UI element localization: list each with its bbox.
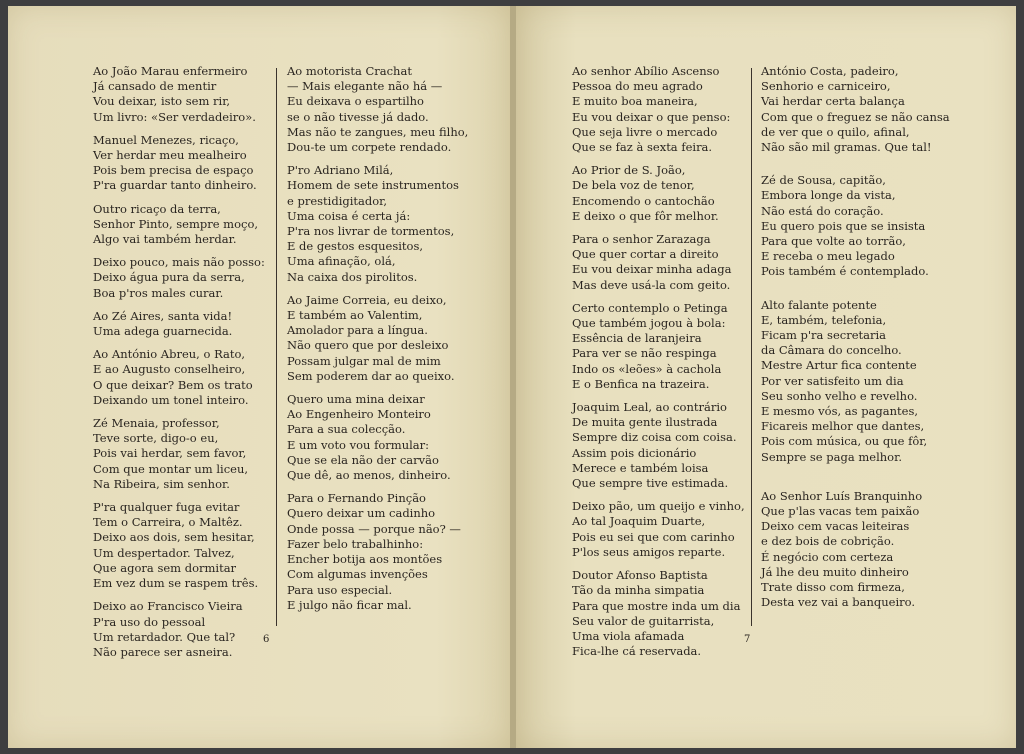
column-divider-right <box>751 68 752 626</box>
verse-line: Trate disso com firmeza, <box>761 580 905 595</box>
verse-line: Eu deixava o espartilho <box>287 94 424 109</box>
verse-line: Que dê, ao menos, dinheiro. <box>287 468 451 483</box>
column-divider-left <box>276 68 277 626</box>
verse-line: Pois bem precisa de espaço <box>93 163 254 178</box>
verse-line: da Câmara do concelho. <box>761 343 902 358</box>
verse-line: Ao senhor Abílio Ascenso <box>572 64 720 78</box>
verse-line: Essência de laranjeira <box>572 331 702 346</box>
verse-line: se o não tivesse já dado. <box>287 109 429 124</box>
verse-line: Que também jogou à bola: <box>572 316 726 331</box>
verse-line: Na Ribeira, sim senhor. <box>93 476 230 491</box>
verse-line: Que agora sem dormitar <box>93 560 237 575</box>
verse-line: O que deixar? Bem os trato <box>93 377 253 392</box>
verse-line: Sempre se paga melhor. <box>761 449 902 464</box>
verse-line: Uma adega guarnecida. <box>93 324 233 339</box>
verse-line: Ao Zé Aires, santa vida! <box>93 308 233 323</box>
verse-line: Com algumas invenções <box>287 567 428 582</box>
stanza <box>93 64 265 125</box>
verse-line: Ficam p'ra secretaria <box>761 328 887 343</box>
stanza <box>572 64 745 155</box>
verse-line: Mestre Artur fica contente <box>761 358 917 373</box>
verse-line: Para o senhor Zarazaga <box>572 232 711 247</box>
stanza <box>93 599 265 660</box>
stanza <box>287 392 468 483</box>
stanza <box>93 255 265 301</box>
verse-line: E ao Augusto conselheiro, <box>93 362 246 377</box>
verse-line: Já cansado de mentir <box>93 79 217 94</box>
verse-line: Outro ricaço da terra, <box>93 201 221 216</box>
stanza <box>572 499 745 560</box>
verse-line: Manuel Menezes, ricaço, <box>93 132 239 147</box>
verse-line: E muito boa maneira, <box>572 94 698 109</box>
verse-line: Ao António Abreu, o Rato, <box>93 347 246 362</box>
stanza <box>93 347 265 408</box>
verse-line: Embora longe da vista, <box>761 188 896 203</box>
stanza <box>93 133 265 194</box>
verse-line: Boa p'ros males curar. <box>93 285 224 300</box>
verse-line: Senhor Pinto, sempre moço, <box>93 216 259 231</box>
verse-line: É negócio com certeza <box>761 549 894 564</box>
verse-line: Deixo água pura da serra, <box>93 270 245 285</box>
verse-line: Desta vez vai a banqueiro. <box>761 595 916 610</box>
verse-line: Sem poderem dar ao queixo. <box>287 368 455 383</box>
verse-line: Deixo aos dois, sem hesitar, <box>93 530 255 545</box>
verse-line: E o Benfica na trazeira. <box>572 376 710 391</box>
verse-line: E também ao Valentim, <box>287 308 423 323</box>
verse-line: P'ra nos livrar de tormentos, <box>287 224 455 239</box>
verse-line: Eu quero pois que se insista <box>761 218 926 233</box>
verse-line: Para ver se não respinga <box>572 346 717 361</box>
verse-line: de ver que o quilo, afinal, <box>761 124 910 139</box>
verse-line: Um livro: «Ser verdadeiro». <box>93 109 256 124</box>
verse-line: Uma viola afamada <box>572 628 685 643</box>
stanza <box>287 293 468 384</box>
verse-line: Fazer belo trabalhinho: <box>287 536 424 551</box>
verse-line: Para uso especial. <box>287 582 393 597</box>
verse-line: Não quero que por desleixo <box>287 338 449 353</box>
verse-line: Eu vou deixar minha adaga <box>572 262 732 277</box>
verse-line: Que quer cortar a direito <box>572 247 719 262</box>
verse-line: Possam julgar mal de mim <box>287 353 441 368</box>
verse-line: E de gestos esquesitos, <box>287 239 424 254</box>
verse-line: Para o Fernando Pinção <box>287 491 426 506</box>
verse-line: Seu valor de guitarrista, <box>572 613 715 628</box>
stanza <box>93 500 265 591</box>
verse-line: Sempre diz coisa com coisa. <box>572 430 737 445</box>
verse-line: De muita gente ilustrada <box>572 415 718 430</box>
verse-line: Seu sonho velho e revelho. <box>761 388 918 403</box>
verse-line: Homem de sete instrumentos <box>287 178 459 193</box>
verse-line: Vai herdar certa balança <box>761 94 905 109</box>
verse-line: Em vez dum se raspem três. <box>93 576 259 591</box>
verse-line: Amolador para a língua. <box>287 323 428 338</box>
verse-line: António Costa, padeiro, <box>761 64 899 78</box>
right-page-column-1 <box>572 64 745 667</box>
verse-line: P'los seus amigos reparte. <box>572 544 726 559</box>
verse-line: Deixo cem vacas leiteiras <box>761 519 910 534</box>
verse-line: Onde possa — porque não? — <box>287 521 461 536</box>
verse-line: P'ro Adriano Milá, <box>287 163 394 178</box>
page-number-left: 6 <box>263 634 270 645</box>
verse-line: Ao João Marau enfermeiro <box>93 64 248 78</box>
verse-line: Ao Jaime Correia, eu deixo, <box>287 292 447 307</box>
stanza <box>287 163 468 285</box>
verse-line: Ficareis melhor que dantes, <box>761 419 925 434</box>
verse-line: Mas deve usá-la com geito. <box>572 277 731 292</box>
stanza <box>287 491 468 613</box>
stanza <box>572 400 745 491</box>
stanza <box>761 298 950 465</box>
verse-line: Pois com música, ou que fôr, <box>761 434 928 449</box>
verse-line: Joaquim Leal, ao contrário <box>572 400 727 415</box>
verse-line: Encomendo o cantochão <box>572 193 715 208</box>
verse-line: Ver herdar meu mealheiro <box>93 148 247 163</box>
verse-line: Assim pois dicionário <box>572 445 697 460</box>
verse-line: Para que mostre inda um dia <box>572 598 741 613</box>
verse-line: De bela voz de tenor, <box>572 178 695 193</box>
verse-line: Teve sorte, digo-o eu, <box>93 431 219 446</box>
verse-line: E deixo o que fôr melhor. <box>572 208 719 223</box>
stanza <box>572 163 745 224</box>
verse-line: Mas não te zangues, meu filho, <box>287 124 469 139</box>
verse-line: Que p'las vacas tem paixão <box>761 504 920 519</box>
verse-line: Zé de Sousa, capitão, <box>761 173 886 188</box>
verse-line: Um retardador. Que tal? <box>93 629 236 644</box>
verse-line: Tão da minha simpatia <box>572 583 705 598</box>
verse-line: e dez bois de cobrição. <box>761 534 895 549</box>
verse-line: Deixo pouco, mais não posso: <box>93 255 265 270</box>
verse-line: Que sempre tive estimada. <box>572 476 729 491</box>
verse-line: Uma coisa é certa já: <box>287 208 411 223</box>
verse-line: Ao tal Joaquim Duarte, <box>572 514 706 529</box>
verse-line: E mesmo vós, as pagantes, <box>761 404 919 419</box>
verse-line: Uma afinação, olá, <box>287 254 396 269</box>
page-number-right: 7 <box>744 634 751 645</box>
stanza <box>761 489 950 611</box>
verse-line: P'ra qualquer fuga evitar <box>93 500 240 515</box>
verse-line: Doutor Afonso Baptista <box>572 568 708 583</box>
verse-line: Vou deixar, isto sem rir, <box>93 94 231 109</box>
verse-line: E receba o meu legado <box>761 249 895 264</box>
verse-line: Que se faz à sexta feira. <box>572 140 713 155</box>
verse-line: Pois eu sei que com carinho <box>572 529 735 544</box>
verse-line: Com que montar um liceu, <box>93 461 249 476</box>
stanza <box>93 416 265 492</box>
stanza <box>572 232 745 293</box>
left-page-column-1 <box>93 64 265 668</box>
verse-line: Certo contemplo o Petinga <box>572 300 728 315</box>
verse-line: Na caixa dos pirolitos. <box>287 269 418 284</box>
verse-line: Ao Engenheiro Monteiro <box>287 407 431 422</box>
verse-line: e prestidigitador, <box>287 193 388 208</box>
verse-line: Que se ela não der carvão <box>287 452 439 467</box>
verse-line: Por ver satisfeito um dia <box>761 373 904 388</box>
verse-line: E um voto vou formular: <box>287 437 430 452</box>
verse-line: Pessoa do meu agrado <box>572 79 703 94</box>
verse-line: Tem o Carreira, o Maltêz. <box>93 515 243 530</box>
verse-line: Algo vai também herdar. <box>93 232 237 247</box>
verse-line: Com que o freguez se não cansa <box>761 109 950 124</box>
verse-line: Alto falante potente <box>761 297 877 312</box>
verse-line: Não são mil gramas. Que tal! <box>761 140 932 155</box>
verse-line: Zé Menaia, professor, <box>93 416 220 431</box>
verse-line: Dou-te um corpete rendado. <box>287 140 452 155</box>
stanza <box>287 64 468 155</box>
verse-line: Eu vou deixar o que penso: <box>572 109 731 124</box>
verse-line: Já lhe deu muito dinheiro <box>761 564 909 579</box>
verse-line: — Mais elegante não há — <box>287 79 443 94</box>
verse-line: Indo os «leões» à cachola <box>572 361 722 376</box>
stanza <box>572 301 745 392</box>
verse-line: Ao Prior de S. João, <box>572 163 686 178</box>
verse-line: Pois também é contemplado. <box>761 264 929 279</box>
verse-line: Para que volte ao torrão, <box>761 234 906 249</box>
verse-line: P'ra guardar tanto dinheiro. <box>93 178 257 193</box>
verse-line: E julgo não ficar mal. <box>287 597 412 612</box>
verse-line: Quero uma mina deixar <box>287 392 425 407</box>
verse-line: Encher botija aos montões <box>287 552 443 567</box>
stanza <box>572 568 745 659</box>
verse-line: Deixo pão, um queijo e vinho, <box>572 499 745 514</box>
verse-line: Que seja livre o mercado <box>572 124 718 139</box>
verse-line: P'ra uso do pessoal <box>93 614 206 629</box>
verse-line: Deixando um tonel inteiro. <box>93 392 249 407</box>
verse-line: Pois vai herdar, sem favor, <box>93 446 247 461</box>
stanza <box>93 309 265 339</box>
verse-line: Merece e também loisa <box>572 460 709 475</box>
stanza <box>93 202 265 248</box>
verse-line: Deixo ao Francisco Vieira <box>93 599 243 614</box>
verse-line: E, também, telefonia, <box>761 312 887 327</box>
verse-line: Ao motorista Crachat <box>287 64 412 78</box>
right-page-column-2 <box>761 64 950 619</box>
verse-line: Senhorio e carniceiro, <box>761 79 891 94</box>
verse-line: Quero deixar um cadinho <box>287 506 436 521</box>
verse-line: Não parece ser asneira. <box>93 644 233 659</box>
verse-line: Um despertador. Talvez, <box>93 545 235 560</box>
verse-line: Fica-lhe cá reservada. <box>572 644 702 659</box>
left-page-column-2 <box>287 64 468 621</box>
verse-line: Ao Senhor Luís Branquinho <box>761 488 923 503</box>
stanza <box>761 173 950 279</box>
verse-line: Não está do coração. <box>761 203 884 218</box>
verse-line: Para a sua colecção. <box>287 422 406 437</box>
stanza <box>761 64 950 155</box>
